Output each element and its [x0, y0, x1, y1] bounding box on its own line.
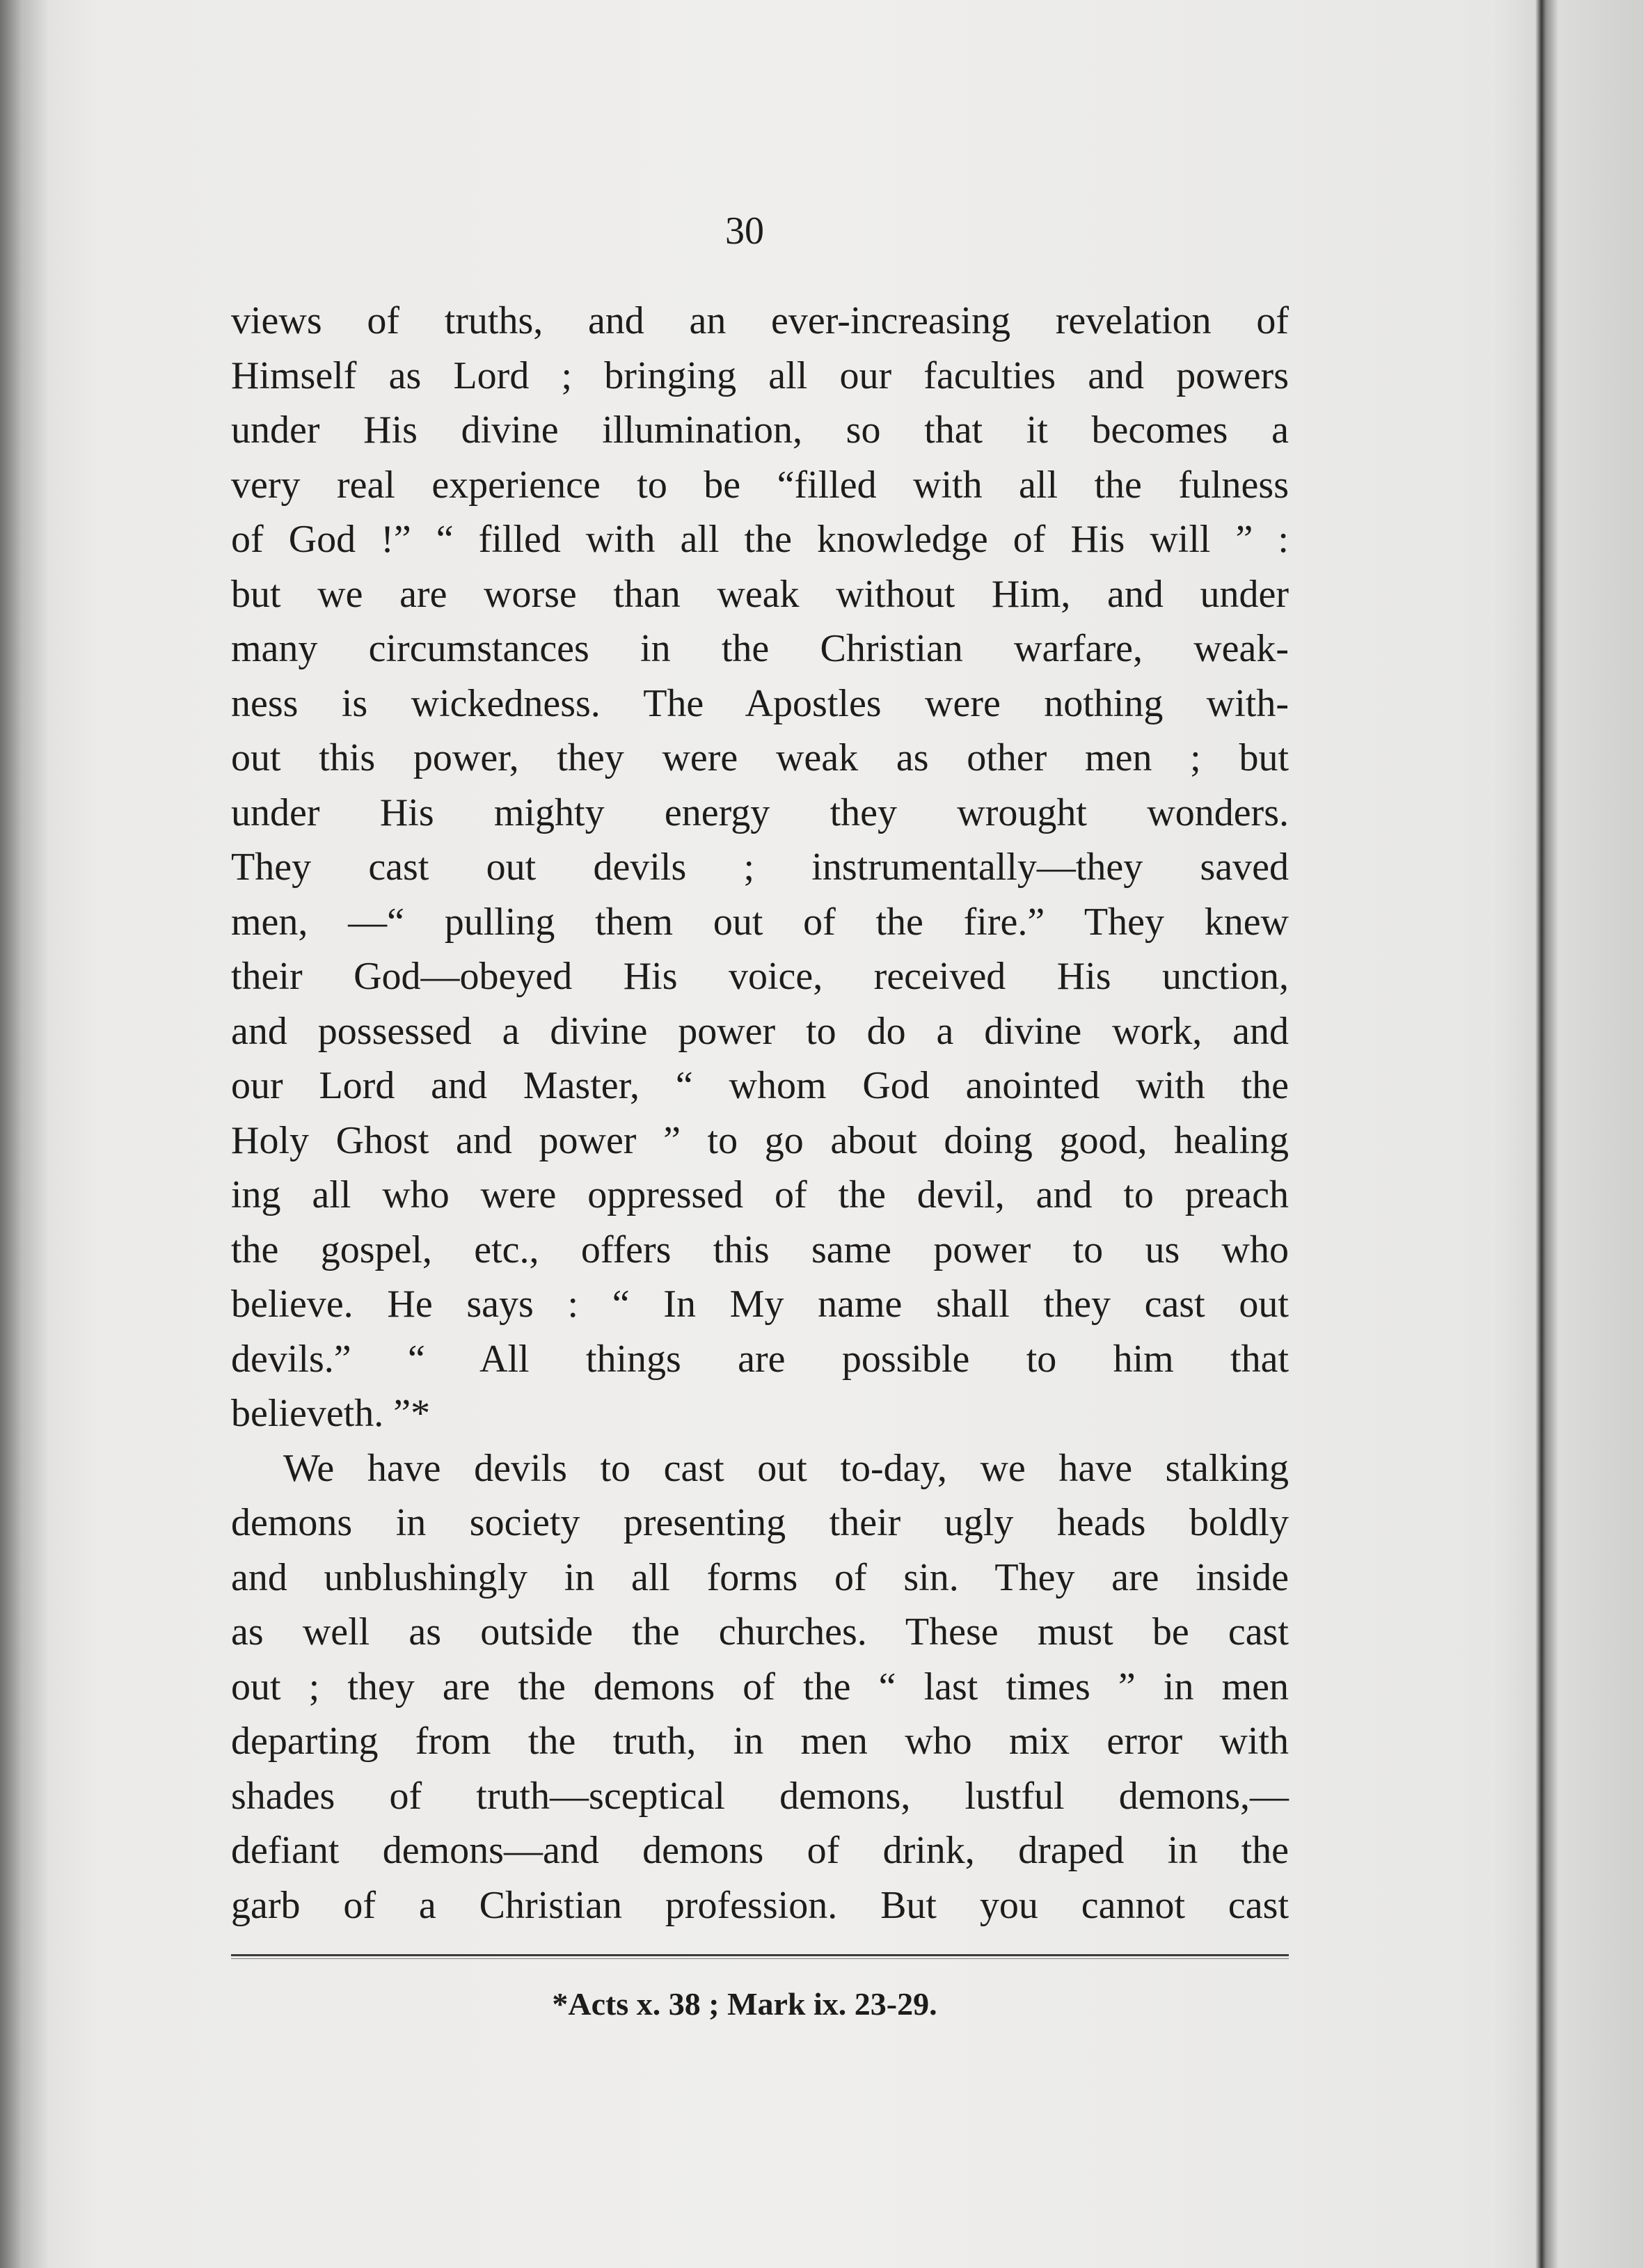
text-line: men, —“ pulling them out of the fire.” They knew	[231, 900, 1289, 944]
footnote: *Acts x. 38 ; Mark ix. 23-29.	[552, 1986, 937, 2022]
text-line: out ; they are the demons of the “ last times ” in men	[231, 1665, 1289, 1708]
page-gutter-shadow	[0, 0, 49, 2268]
text-line: Holy Ghost and power ” to go about doing good, healing	[231, 1118, 1289, 1162]
text-line: and unblushingly in all forms of sin. They are inside	[231, 1555, 1289, 1599]
text-line: believe. He says : “ In My name shall they cast out	[231, 1283, 1289, 1326]
text-line: our Lord and Master, “ whom God anointed with the	[231, 1064, 1289, 1107]
text-line: ness is wickedness. The Apostles were nothing with-	[231, 681, 1289, 725]
text-line: garb of a Christian profession. But you cannot cast	[231, 1883, 1289, 1927]
page-number: 30	[725, 209, 764, 253]
page-right-edge	[1489, 0, 1643, 2268]
text-line: They cast out devils ; instrumentally—they saved	[231, 846, 1289, 889]
text-line: their God—obeyed His voice, received His unction,	[231, 955, 1289, 998]
footnote-rule-thin	[231, 1958, 1289, 1959]
text-line: but we are worse than weak without Him, and under	[231, 572, 1289, 616]
text-line: under His divine illumination, so that it becomes a	[231, 409, 1289, 452]
text-line: shades of truth—sceptical demons, lustful demons,—	[231, 1774, 1289, 1818]
text-line: defiant demons—and demons of drink, draped in the	[231, 1829, 1289, 1872]
text-line: devils.” “ All things are possible to him that	[231, 1337, 1289, 1381]
text-line: of God !” “ filled with all the knowledge of His will ” :	[231, 518, 1289, 561]
text-line: We have devils to cast out to-day, we have stalking	[283, 1446, 1289, 1490]
text-line: under His mighty energy they wrought wonders.	[231, 791, 1289, 834]
text-line: ing all who were oppressed of the devil, and to preach	[231, 1173, 1289, 1216]
text-line: and possessed a divine power to do a divine work, and	[231, 1009, 1289, 1053]
text-line: demons in society presenting their ugly heads boldly	[231, 1501, 1289, 1544]
text-line: Himself as Lord ; bringing all our faculties and powers	[231, 354, 1289, 397]
body-text	[231, 294, 1289, 1933]
text-line: very real experience to be “filled with all the fulness	[231, 463, 1289, 507]
text-line: the gospel, etc., offers this same power to us who	[231, 1228, 1289, 1271]
text-line: believeth. ”*	[231, 1392, 431, 1435]
footnote-rule	[231, 1954, 1289, 1956]
text-line: as well as outside the churches. These must be cast	[231, 1610, 1289, 1654]
text-line: many circumstances in the Christian warfare, weak-	[231, 627, 1289, 670]
text-line: departing from the truth, in men who mix error with	[231, 1720, 1289, 1763]
text-line: out this power, they were weak as other men ; but	[231, 736, 1289, 779]
text-line: views of truths, and an ever-increasing revelation of	[231, 299, 1289, 342]
